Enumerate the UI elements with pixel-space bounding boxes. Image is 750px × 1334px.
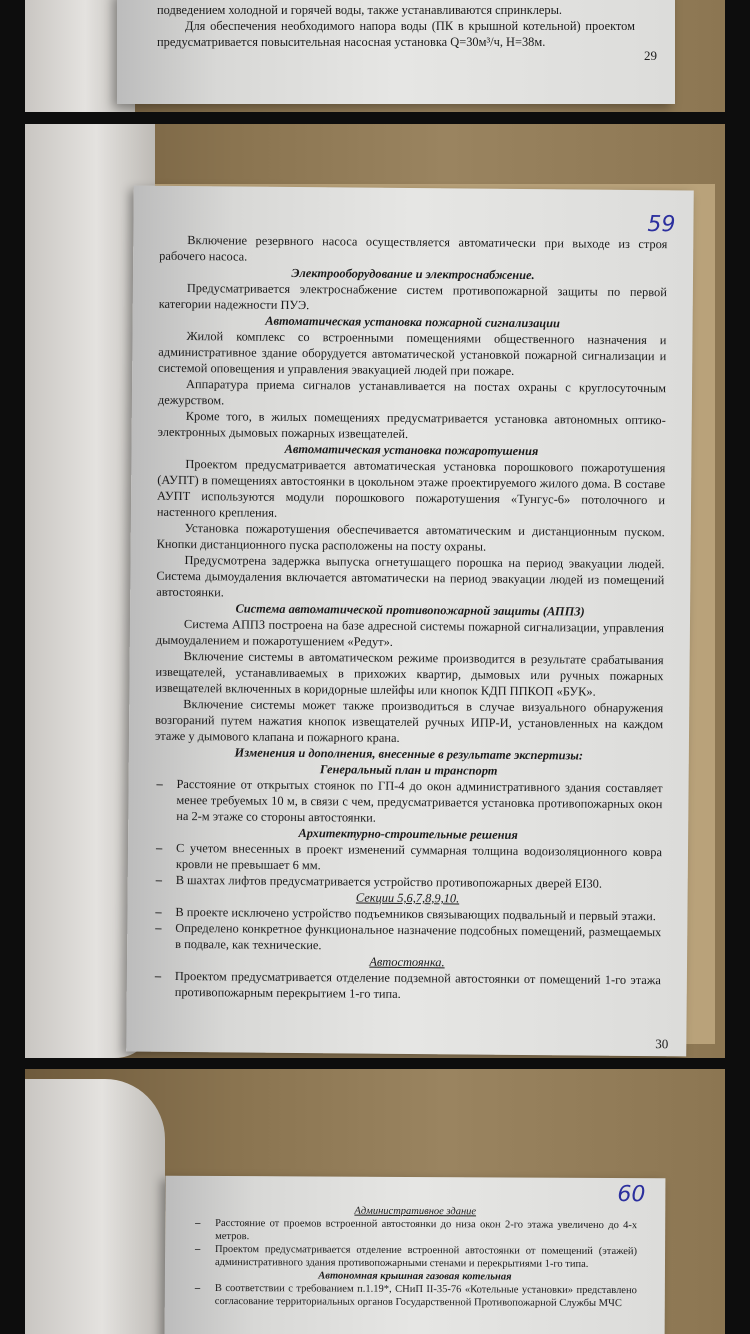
page-number: 30 [655, 1036, 669, 1052]
text-paragraph: Жилой комплекс со встроенными помещениями общественного назначения и административное здание оборудуется автоматической установкой пожарной сигнализации и системой оповещения и управления эвакуацией людей при пожаре. [158, 329, 667, 378]
text-paragraph: Включение системы может также производиться в случае визуального обнаружения возгораний путем нажатия кнопок извещателей ручных ИПР-И, установленных на каждом этаже у дымового клапана и пожарного крана. [154, 697, 664, 745]
text-paragraph: Установка пожаротушения обеспечивается автоматическим и дистанционным пуском. Кнопки дистанционного пуска расположены на посту охраны. [156, 521, 665, 554]
book-edge [25, 1079, 165, 1334]
subsection-heading: Секции 5,6,7,8,9,10. [355, 890, 460, 906]
dash-list-item: – С учетом внесенных в проект изменений суммарная толщина водоизоляционного ковра кровли не превышает 6 мм. [154, 840, 662, 876]
photo-page-31 [25, 1069, 725, 1334]
section-heading: Автономная крышная газовая котельная [318, 1270, 512, 1283]
dash-list-item: – В шахтах лифтов предусматривается устройство противопожарных дверей EI30. [154, 872, 662, 892]
subsection-heading: Административное здание [354, 1205, 477, 1218]
handwritten-page-number: 59 [647, 212, 676, 238]
photo-page-30 [25, 124, 725, 1058]
dash-list-item: – Определено конкретное функциональное назначение подсобных помещений, размещаемых в подвале, как технические. [153, 920, 661, 956]
text-paragraph: Проектом предусматривается автоматическая установка порошкового пожаротушения (АУПТ) в помещениях автостоянки в цокольном этаже проектируемого жилого дома. В составе АУПТ используются модули порошкового пожаротушения «Тунгус-6» потолочного и настенного крепления. [156, 457, 666, 520]
section-heading: Архитектурно-строительные решения [298, 826, 518, 842]
section-heading: Система автоматической противопожарной защиты (АППЗ) [235, 601, 585, 619]
text-line: подведением холодной и горячей воды, также устанавливаются спринклеры. [157, 3, 563, 17]
text-paragraph: Для обеспечения необходимого напора воды (ПК в крышной котельной) проектом предусматривается повысительная насосная установка Q=30м³/ч, H=38м. [157, 19, 635, 49]
text-paragraph: Система АППЗ построена на базе адресной системы пожарной сигнализации, управления дымоудалением и пожаротушением «Редут». [155, 617, 665, 649]
photo-page-29 [25, 0, 725, 112]
page-29-text [157, 2, 635, 50]
section-heading: Изменения и дополнения, внесенные в результате экспертизы: [234, 745, 584, 763]
page-30-text [153, 232, 668, 1004]
section-heading: Автоматическая установка пожарной сигнализации [265, 313, 561, 331]
section-heading: Автоматическая установка пожаротушения [284, 441, 539, 459]
dash-list-item: – Проектом предусматривается отделение встроенной автостоянки от помещений (этажей) административного здания противопожарными стенами и перекрытиями 1-го типа. [193, 1243, 637, 1271]
text-paragraph: Предусмотрена задержка выпуска огнетушащего порошка на период эвакуации людей. Система дымоудаления включается автоматически на период эвакуации людей из помещений автостоянки. [156, 553, 665, 600]
dash-list-item: – Расстояние от проемов встроенной автостоянки до низа окон 2-го этажа увеличено до 4-х метров. [193, 1217, 637, 1245]
dash-list-item: – В проекте исключено устройство подъемников связывающих подвальный и первый этажи. [153, 904, 661, 924]
document-page-30 [126, 186, 694, 1057]
page-31-text [193, 1204, 638, 1310]
section-heading: Генеральный план и транспорт [319, 762, 498, 778]
dash-list-item: – Проектом предусматривается отделение подземной автостоянки от помещений 1-го этажа противопожарным перекрытием 1-го типа. [153, 968, 661, 1004]
handwritten-page-number: 60 [617, 1182, 646, 1208]
document-page-31 [165, 1176, 666, 1334]
subsection-heading: Автостоянка. [369, 954, 445, 970]
text-paragraph: Предусматривается электроснабжение систем противопожарной защиты по первой категории надежности ПУЭ. [158, 281, 667, 313]
dash-list-item: – Расстояние от открытых стоянок по ГП-4 до окон административного здания составляет менее требуемых 10 м, в связи с чем, предусматривается установка противопожарных окон на 2-м этаже со стороны автостоянки. [154, 776, 662, 828]
text-paragraph: Кроме того, в жилых помещениях предусматривается установка автономных оптико-электронных дымовых пожарных извещателей. [157, 409, 666, 441]
document-page-29 [117, 0, 675, 104]
dash-list-item: – В соответствии с требованием п.1.19*, СНиП II-35-76 «Котельные установки» представлено согласование территориальных органов Государственной Противопожарной Службы МЧС [193, 1282, 637, 1310]
text-paragraph: Включение системы в автоматическом режиме производится в результате срабатывания извещателей, устанавливаемых в прихожих квартир, дымовых или ручных пожарных извещателей включенных в коридорные шлейфы или кнопок КДП ППКОП «БУК». [155, 649, 664, 699]
page-number: 29 [644, 48, 657, 63]
section-heading: Электрооборудование и электроснабжение. [291, 265, 535, 283]
text-paragraph: Аппаратура приема сигналов устанавливается на постах охраны с круглосуточным дежурством. [157, 377, 667, 408]
text-paragraph: Включение резервного насоса осуществляется автоматически при выходе из строя рабочего насоса. [159, 233, 668, 264]
